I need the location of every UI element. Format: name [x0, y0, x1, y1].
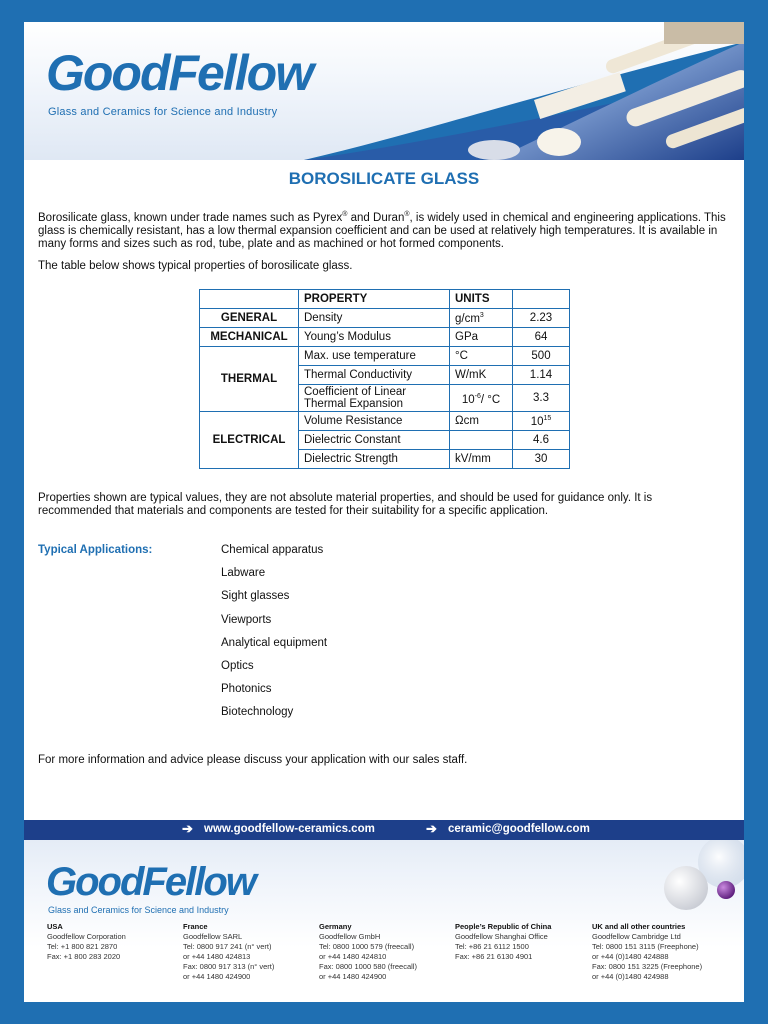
table-corner-cell	[200, 290, 299, 309]
brand-tagline-footer: Glass and Ceramics for Science and Industry	[48, 905, 229, 915]
properties-table	[199, 289, 570, 469]
value-cell: 4.6	[513, 431, 570, 450]
office-china: People’s Republic of China Goodfellow Shanghai Office Tel: +86 21 6112 1500 Fax: +86 21 6130 4901	[455, 922, 552, 961]
footer	[24, 820, 744, 1002]
unit-cell: $g/cm^3$	[450, 309, 513, 328]
property-cell: Young’s Modulus	[299, 328, 450, 347]
category-electrical: ELECTRICAL	[200, 412, 299, 469]
header-value-cell	[513, 290, 570, 309]
office-uk: UK and all other countries Goodfellow Cambridge Ltd Tel: 0800 151 3115 (Freephone) or +44 (0)1480 424888 Fax: 0800 151 3225 (Freephone) or +44 (0)1480 424988	[592, 922, 703, 981]
table-intro: The table below shows typical properties of borosilicate glass.	[38, 260, 353, 272]
page-title: BOROSILICATE GLASS	[288, 169, 480, 188]
office-usa: USA Goodfellow Corporation Tel: +1 800 821 2870 Fax: +1 800 283 2020	[47, 922, 126, 961]
table-row	[200, 412, 570, 431]
header-units: UNITS	[450, 290, 513, 309]
unit-cell: Ωcm	[450, 412, 513, 431]
arrow-icon: ➔	[426, 821, 437, 836]
arrow-icon: ➔	[182, 821, 193, 836]
office-france: France Goodfellow SARL Tel: 0800 917 241 (n° vert) or +44 1480 424813 Fax: 0800 917 313 (n° vert) or +44 1480 424900	[183, 922, 275, 981]
brand-tagline: Glass and Ceramics for Science and Industry	[48, 106, 278, 118]
list-item: Viewports	[221, 613, 272, 626]
closing-paragraph: For more information and advice please discuss your application with our sales staff.	[38, 754, 468, 766]
property-cell: Max. use temperature	[299, 347, 450, 366]
value-cell: 64	[513, 328, 570, 347]
unit-cell: kV/mm	[450, 450, 513, 469]
header-property: PROPERTY	[299, 290, 450, 309]
goodfellow-logo-footer: GoodFellow	[46, 860, 255, 904]
category-mechanical: MECHANICAL	[200, 328, 299, 347]
value-cell: 3.3	[513, 385, 570, 412]
unit-cell: W/mK	[450, 366, 513, 385]
value-cell: $10^{15}$	[513, 412, 570, 431]
list-item: Chemical apparatus	[221, 544, 324, 556]
list-item: Analytical equipment	[221, 636, 328, 649]
category-thermal: THERMAL	[200, 347, 299, 412]
value-cell: 30	[513, 450, 570, 469]
unit-cell: GPa	[450, 328, 513, 347]
table-header-row	[200, 290, 570, 309]
unit-cell: $10^{-6}/$ °C	[450, 385, 513, 412]
unit-cell	[450, 431, 513, 450]
list-item: Labware	[221, 567, 266, 580]
property-cell: Dielectric Constant	[299, 431, 450, 450]
list-item: Biotechnology	[221, 706, 294, 719]
table-row	[200, 347, 570, 366]
value-cell: 1.14	[513, 366, 570, 385]
category-general: GENERAL	[200, 309, 299, 328]
property-cell: Coefficient of Linear Thermal Expansion	[299, 385, 450, 412]
goodfellow-logo: GoodFellow	[46, 45, 313, 101]
property-cell: Volume Resistance	[299, 412, 450, 431]
glass-spheres-photo	[634, 840, 744, 920]
unit-cell: °C	[450, 347, 513, 366]
property-cell: Density	[299, 309, 450, 328]
table-row	[200, 328, 570, 347]
applications-label: Typical Applications:	[38, 544, 153, 556]
office-germany: Germany Goodfellow GmbH Tel: 0800 1000 579 (freecall) or +44 1480 424810 Fax: 0800 1000 580 (freecall) or +44 1480 424900	[319, 922, 417, 981]
intro-paragraph: Borosilicate glass, known under trade names such as Pyrex® and Duran®, is widely used in chemical and engineering applications. This glass is chemically resistant, has a low thermal expansion coefficient and can be used at relatively high temperatures. It is available in many forms and sizes such as rod, tube, plate and as machined or hot formed components.	[38, 211, 726, 250]
ceramic-rods-photo	[414, 22, 744, 160]
header-banner	[24, 22, 744, 160]
property-cell: Thermal Conductivity	[299, 366, 450, 385]
website-link[interactable]: www.goodfellow-ceramics.com	[204, 823, 375, 835]
applications-list	[221, 544, 327, 730]
page-frame	[24, 22, 744, 1002]
email-link[interactable]: ceramic@goodfellow.com	[448, 823, 590, 835]
value-cell: 500	[513, 347, 570, 366]
list-item: Optics	[221, 659, 254, 672]
property-cell: Dielectric Strength	[299, 450, 450, 469]
disclaimer-paragraph: Properties shown are typical values, they are not absolute material properties, and should be used for guidance only. It is recommended that materials and components are tested for their suitability for a specific application.	[38, 492, 653, 517]
list-item: Sight glasses	[221, 590, 290, 603]
list-item: Photonics	[221, 683, 272, 696]
table-row	[200, 309, 570, 328]
value-cell: 2.23	[513, 309, 570, 328]
contact-bar	[24, 820, 744, 840]
